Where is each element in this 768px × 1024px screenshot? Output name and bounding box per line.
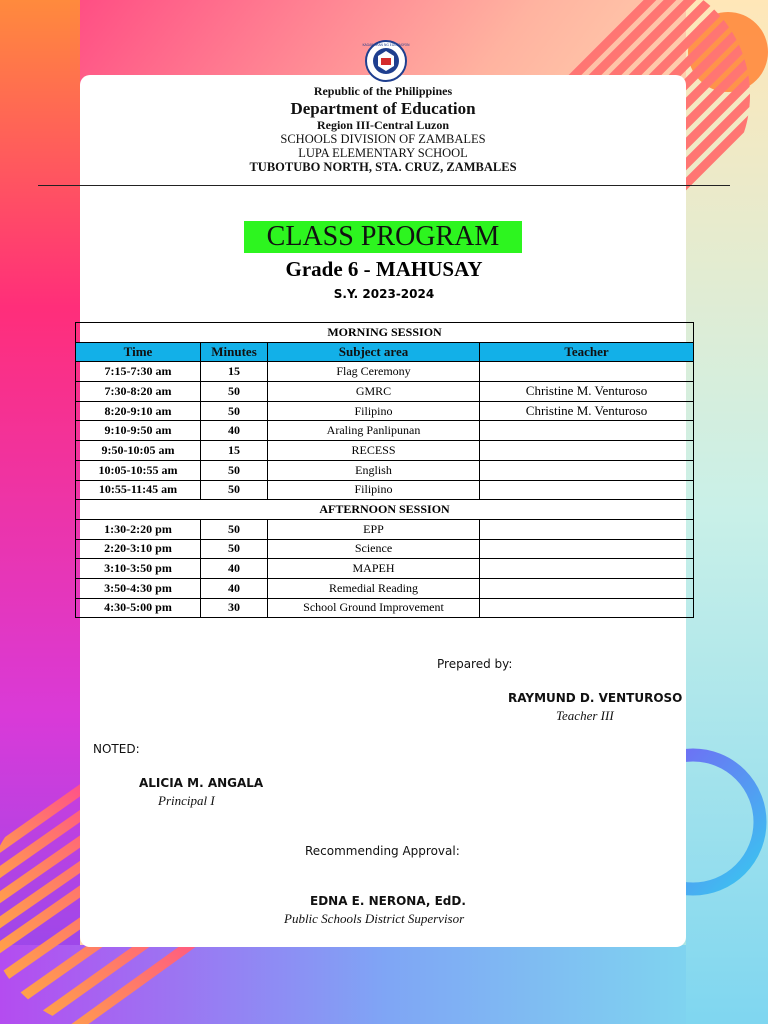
prepared-by-label: Prepared by: (437, 657, 513, 671)
cell-subject: Flag Ceremony (268, 362, 480, 382)
recommending-name: EDNA E. NERONA, EdD. (310, 894, 466, 908)
column-header-teacher: Teacher (480, 342, 694, 362)
table-row (76, 401, 694, 421)
cell-minutes: 40 (201, 421, 268, 441)
cell-subject: Filipino (268, 401, 480, 421)
cell-teacher (480, 559, 694, 579)
cell-time: 9:10-9:50 am (76, 421, 201, 441)
cell-minutes: 50 (201, 519, 268, 539)
cell-time: 10:55-11:45 am (76, 480, 201, 500)
cell-minutes: 50 (201, 480, 268, 500)
afternoon-session-row (76, 500, 694, 520)
cell-subject: EPP (268, 519, 480, 539)
cell-teacher: Christine M. Venturoso (480, 382, 694, 402)
morning-session-label: MORNING SESSION (76, 323, 694, 343)
recommending-title: Public Schools District Supervisor (284, 911, 465, 926)
cell-time: 9:50-10:05 am (76, 441, 201, 461)
cell-subject: MAPEH (268, 559, 480, 579)
noted-label: NOTED: (93, 742, 140, 756)
table-row (76, 480, 694, 500)
cell-minutes: 50 (201, 382, 268, 402)
table-row (76, 382, 694, 402)
cell-minutes: 50 (201, 539, 268, 559)
cell-minutes: 15 (201, 441, 268, 461)
cell-teacher (480, 519, 694, 539)
table-row (76, 460, 694, 480)
division-line: SCHOOLS DIVISION OF ZAMBALES (280, 132, 486, 146)
cell-teacher: Christine M. Venturoso (480, 401, 694, 421)
table-row (76, 559, 694, 579)
column-header-minutes: Minutes (201, 342, 268, 362)
cell-teacher (480, 421, 694, 441)
column-header-time: Time (76, 342, 201, 362)
cell-subject: Science (268, 539, 480, 559)
cell-teacher (480, 362, 694, 382)
republic-line: Republic of the Philippines (313, 84, 453, 98)
address-line: TUBOTUBO NORTH, STA. CRUZ, ZAMBALES (249, 160, 517, 174)
column-header-subject: Subject area (268, 342, 480, 362)
table-row (76, 578, 694, 598)
cell-time: 7:30-8:20 am (76, 382, 201, 402)
school-year: S.Y. 2023-2024 (333, 287, 435, 301)
cell-time: 8:20-9:10 am (76, 401, 201, 421)
table-row (76, 519, 694, 539)
cell-teacher (480, 441, 694, 461)
cell-teacher (480, 480, 694, 500)
noted-name: ALICIA M. ANGALA (139, 776, 264, 790)
cell-minutes: 15 (201, 362, 268, 382)
region-line: Region III-Central Luzon (316, 118, 449, 132)
cell-subject: Araling Panlipunan (268, 421, 480, 441)
seal-inscription: KAGAWARAN NG EDUKASYON (362, 43, 410, 47)
cell-time: 3:50-4:30 pm (76, 578, 201, 598)
cell-minutes: 50 (201, 401, 268, 421)
deped-seal-logo (362, 40, 410, 82)
cell-subject: RECESS (268, 441, 480, 461)
cell-minutes: 40 (201, 578, 268, 598)
cell-subject: Remedial Reading (268, 578, 480, 598)
cell-minutes: 30 (201, 598, 268, 618)
cell-time: 4:30-5:00 pm (76, 598, 201, 618)
table-row (76, 362, 694, 382)
table-row (76, 539, 694, 559)
cell-minutes: 40 (201, 559, 268, 579)
cell-subject: School Ground Improvement (268, 598, 480, 618)
cell-teacher (480, 539, 694, 559)
morning-session-row (76, 323, 694, 343)
cell-time: 2:20-3:10 pm (76, 539, 201, 559)
cell-teacher (480, 578, 694, 598)
department-line: Department of Education (290, 99, 476, 118)
cell-time: 1:30-2:20 pm (76, 519, 201, 539)
cell-subject: English (268, 460, 480, 480)
column-header-row (76, 342, 694, 362)
class-program-table (75, 322, 694, 618)
cell-minutes: 50 (201, 460, 268, 480)
cell-teacher (480, 460, 694, 480)
cell-teacher (480, 598, 694, 618)
recommending-label: Recommending Approval: (305, 844, 460, 858)
table-row (76, 421, 694, 441)
grade-section: Grade 6 - MAHUSAY (285, 257, 483, 281)
cell-time: 7:15-7:30 am (76, 362, 201, 382)
school-line: LUPA ELEMENTARY SCHOOL (298, 146, 468, 160)
header-divider (38, 185, 730, 186)
table-row (76, 598, 694, 618)
cell-subject: GMRC (268, 382, 480, 402)
prepared-by-title: Teacher III (556, 708, 614, 723)
afternoon-session-label: AFTERNOON SESSION (76, 500, 694, 520)
noted-title: Principal I (158, 793, 215, 808)
cell-time: 3:10-3:50 pm (76, 559, 201, 579)
table-row (76, 441, 694, 461)
cell-subject: Filipino (268, 480, 480, 500)
document-title: CLASS PROGRAM (244, 221, 522, 253)
prepared-by-name: RAYMUND D. VENTUROSO (508, 691, 683, 705)
cell-time: 10:05-10:55 am (76, 460, 201, 480)
